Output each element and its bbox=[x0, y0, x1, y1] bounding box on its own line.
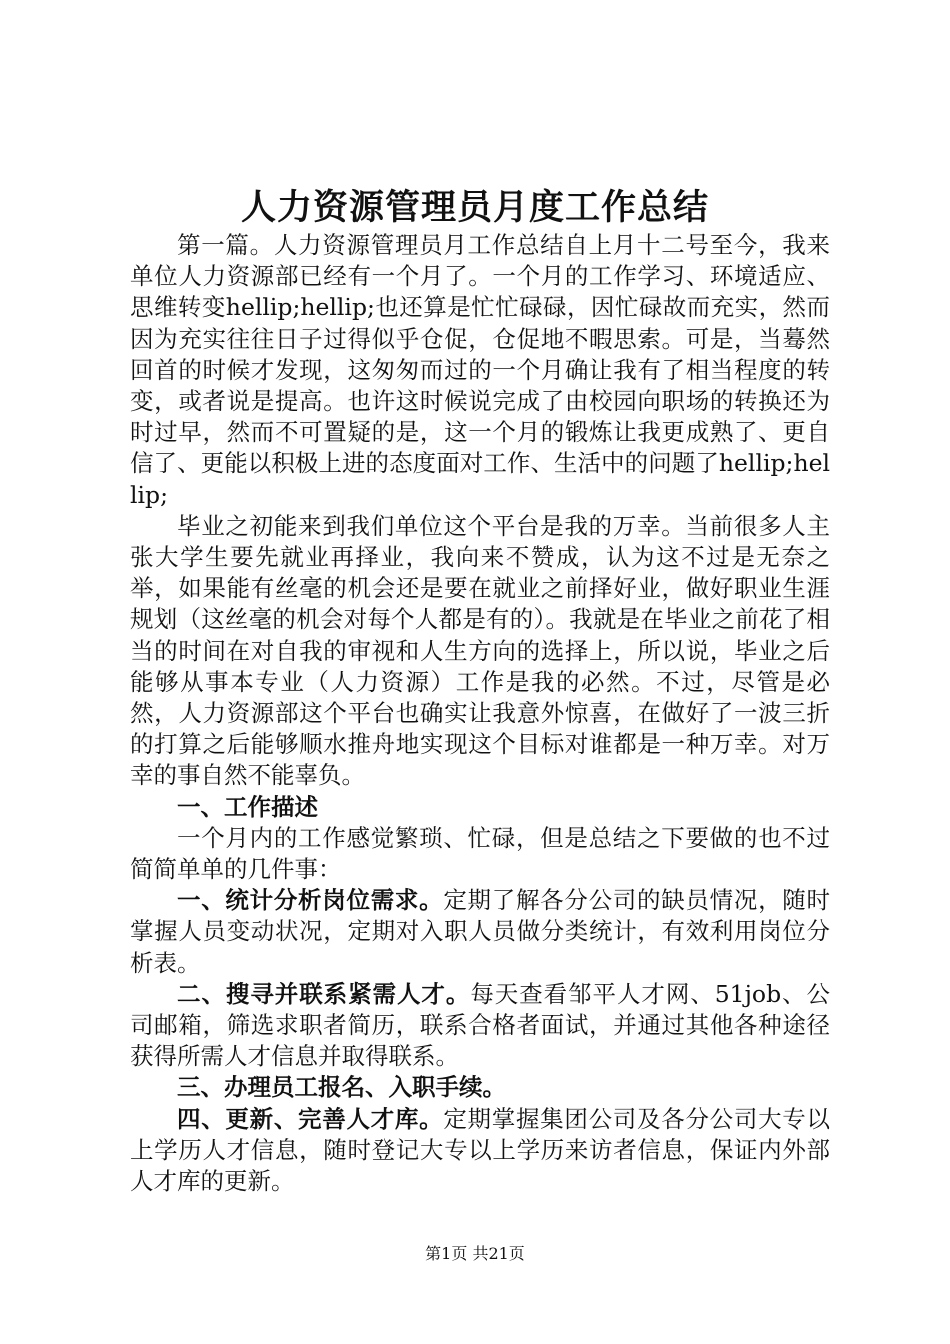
document-body bbox=[130, 230, 830, 1197]
work-item-1 bbox=[130, 885, 830, 979]
work-item-2 bbox=[130, 979, 830, 1073]
work-item-2-lead: 二、搜寻并联系紧需人才。 bbox=[177, 979, 471, 1008]
work-item-1-text: 定期了解各分公司的缺员情况，随时掌握人员变动状况，定期对入职人员做分类统计，有效利用岗位分析表。 bbox=[130, 886, 831, 977]
section-heading-work-description: 一、工作描述 bbox=[177, 792, 318, 821]
work-item-3-lead: 三、办理员工报名、入职手续。 bbox=[177, 1073, 506, 1102]
work-item-2-text: 每天查看邹平人才网、51job、公司邮箱，筛选求职者简历，联系合格者面试，并通过其他各种途径获得所需人才信息并取得联系。 bbox=[130, 979, 830, 1071]
work-item-1-lead: 一、统计分析岗位需求。 bbox=[177, 886, 444, 915]
paragraph-work-summary: 一个月内的工作感觉繁琐、忙碌，但是总结之下要做的也不过简简单单的几件事： bbox=[130, 823, 830, 884]
paragraph-intro: 第一篇。人力资源管理员月工作总结自上月十二号至今，我来单位人力资源部已经有一个月了。一个月的工作学习、环境适应、思维转变hellip;hellip;也还算是忙忙碌碌，因忙碌故而充实，然而因为充实往往日子过得似乎仓促，仓促地不暇思索。可是，当蓦然回首的时候才发现，这匆匆而过的一个月确让我有了相当程度的转变，或者说是提高。也许这时候说完成了由校园向职场的转换还为时过早，然而不可置疑的是，这一个月的锻炼让我更成熟了、更自信了、更能以积极上进的态度面对工作、生活中的问题了hellip;hellip; bbox=[130, 231, 830, 509]
work-item-4 bbox=[130, 1104, 830, 1198]
paragraph-graduation: 毕业之初能来到我们单位这个平台是我的万幸。当前很多人主张大学生要先就业再择业，我向来不赞成，认为这不过是无奈之举，如果能有丝毫的机会还是要在就业之前择好业，做好职业生涯规划（这丝毫的机会对每个人都是有的）。我就是在毕业之前花了相当的时间在对自我的审视和人生方向的选择上，所以说，毕业之后能够从事本专业（人力资源）工作是我的必然。不过，尽管是必然，人力资源部这个平台也确实让我意外惊喜，在做好了一波三折的打算之后能够顺水推舟地实现这个目标对谁都是一种万幸。对万幸的事自然不能辜负。 bbox=[130, 511, 830, 790]
page-footer: 第1页 共21页 bbox=[425, 1244, 525, 1263]
work-item-4-text: 定期掌握集团公司及各分公司大专以上学历人才信息，随时登记大专以上学历来访者信息，保证内外部人才库的更新。 bbox=[130, 1104, 831, 1196]
work-item-4-lead: 四、更新、完善人才库。 bbox=[177, 1104, 444, 1133]
document-title: 人力资源管理员月度工作总结 bbox=[240, 188, 709, 228]
work-item-3 bbox=[130, 1072, 830, 1103]
